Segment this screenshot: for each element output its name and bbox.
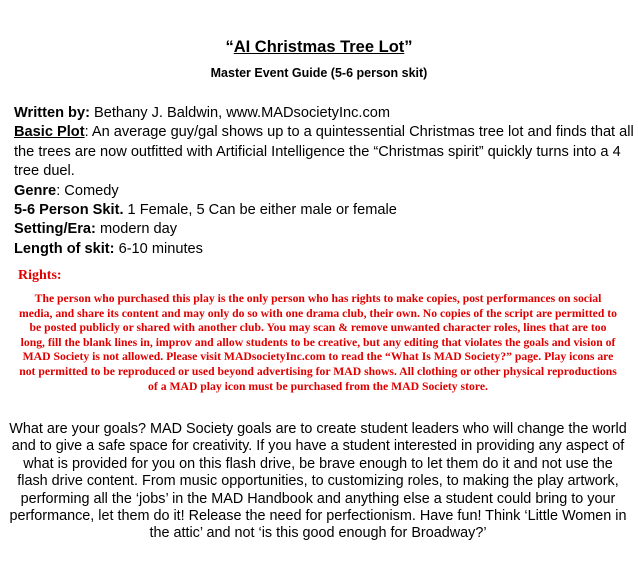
- written-by-line: [14, 104, 634, 123]
- document-title: [0, 38, 638, 57]
- person-count-line: [14, 201, 634, 220]
- genre-line: [14, 182, 634, 201]
- genre-label: Genre: [14, 182, 57, 199]
- setting-line: [14, 220, 634, 239]
- setting-label: Setting/Era:: [14, 221, 96, 238]
- person-count-label: 5-6 Person Skit.: [14, 202, 124, 219]
- basic-plot-label: Basic Plot: [14, 124, 85, 141]
- written-by-value: Bethany J. Baldwin, www.MADsocietyInc.com: [89, 105, 391, 121]
- basic-plot-value: : An average guy/gal shows up to a quintessential Christmas tree lot and finds that all the trees are now outfitted with Artificial Intelligence the “Christmas spirit” quickly turns into a 4 tree duel.: [14, 124, 634, 180]
- skit-info: [14, 104, 634, 259]
- rights-body: The person who purchased this play is the only person who has rights to make copies, post performances on social media, and share its content and may only do so with one drama club, their own. No copies of the script are permitted to be posted publicly or shared with another club. You may scan & remove unwanted character roles, lines that are too long, fill the blank lines in, improv and allow students to be creative, but any editing that violates the goals and vision of MAD Society is not allowed. Please visit MADsocietyInc.com to read the “What Is MAD Society?” page. Play icons are not permitted to be reproduced or used beyond advertising for MAD shows. All clothing or other physical reproductions of a MAD play icon must be purchased from the MAD Society store.: [18, 292, 617, 393]
- setting-value: modern day: [95, 221, 178, 238]
- genre-value: : Comedy: [56, 182, 119, 199]
- goals-paragraph: What are your goals? MAD Society goals are to create student leaders who will change the world and to give a safe space for creativity. If you have a student interested in providing any aspect of what is provided for you on this flash drive, be brave enough to let them do it and not use the flash drive content. From music opportunities, to customizing roles, to making the play artwork, performing all the ‘jobs’ in the MAD Handbook and anything else a student could bring to your performance, let them do it! Release the need for perfectionism. Have fun! Think ‘Little Women in the attic’ and not ‘is this good enough for Broadway?’: [9, 421, 627, 542]
- written-by-label: Written by:: [14, 105, 90, 121]
- title-text: AI Christmas Tree Lot: [233, 38, 405, 56]
- length-value: 6-10 minutes: [114, 240, 203, 257]
- length-label: Length of skit:: [14, 240, 115, 257]
- rights-heading: Rights:: [18, 268, 62, 283]
- title-close-quote: ”: [404, 38, 413, 56]
- person-count-value: 1 Female, 5 Can be either male or female: [123, 202, 397, 219]
- title-open-quote: “: [225, 38, 234, 56]
- length-line: [14, 240, 634, 259]
- basic-plot-line: [14, 123, 634, 181]
- document-subtitle: Master Event Guide (5-6 person skit): [210, 66, 428, 80]
